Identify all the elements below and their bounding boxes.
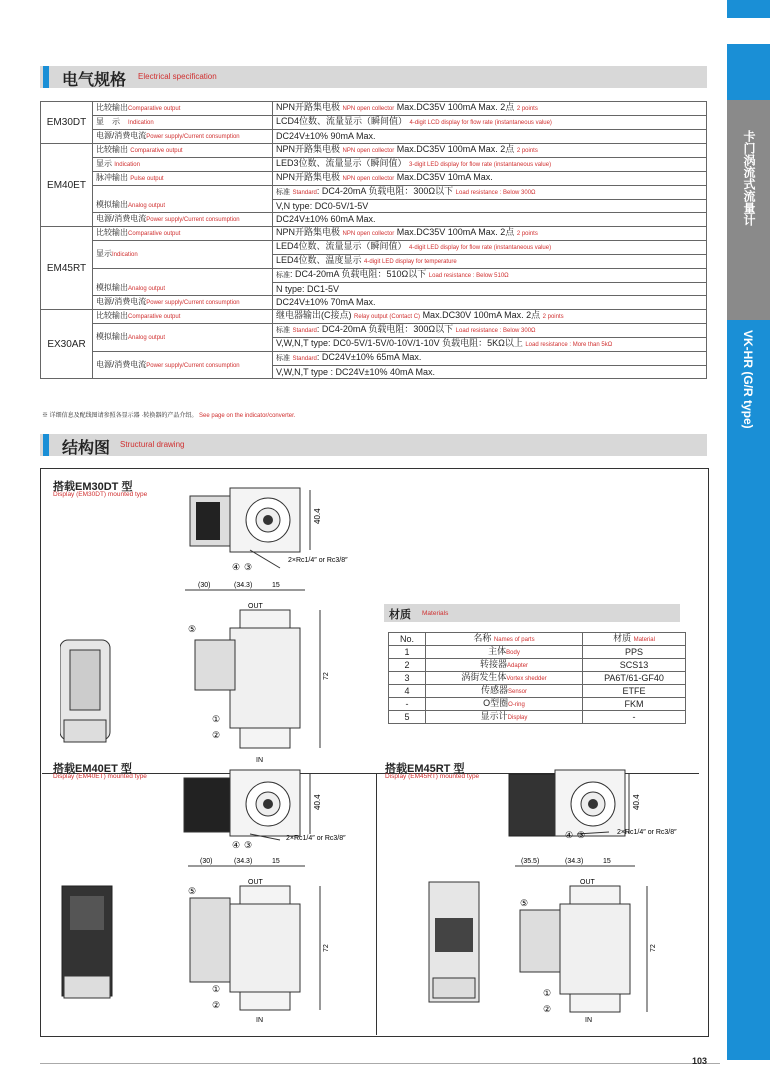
em45rt-side-view: [425, 856, 705, 1026]
table-row: EM30DT 比较输出Comparative output NPN开路集电极 NPN open collector Max.DC35V 100mA Max. 2点 2 points: [41, 102, 707, 116]
drawing-sub-em45rt: Display (EM45RT) mounted type: [385, 773, 480, 780]
svg-text:(30): (30): [198, 582, 211, 589]
svg-text:15: 15: [272, 858, 280, 865]
side-tab-category-label: 卡门涡流式流量计: [742, 130, 756, 226]
table-row: 模拟输出Analog output 标准: DC4-20mA 负载电阻：510Ω以下 Load resistance : Below 510Ω: [41, 269, 707, 283]
electrical-spec-table: [40, 101, 707, 379]
side-tab-product-label: VK-HR (G/R type): [741, 330, 755, 429]
table-row: 电源/消费电流Power supply/Current consumption DC24V±10% 90mA Max.: [41, 130, 707, 144]
table-row: V,W,N,T type : DC24V±10% 40mA Max.: [41, 366, 707, 379]
electrical-title-en: Electrical specification: [138, 72, 217, 81]
svg-text:2×Rc1/4″ or Rc3/8″: 2×Rc1/4″ or Rc3/8″: [617, 829, 677, 836]
table-row: EM40ET 比较输出 Comparative output NPN开路集电极 NPN open collector Max.DC35V 100mA Max. 2点 2 points: [41, 144, 707, 158]
table-row: 3 涡街发生体Vortex shedder PA6T/61-GF40: [389, 672, 686, 685]
svg-text:⑤: ⑤: [520, 898, 529, 908]
em40et-top-view: [180, 760, 380, 856]
table-row: 模拟输出Analog output 标准 Standard: DC4-20mA 负载电阻：300Ω以下 Load resistance : Below 300Ω: [41, 324, 707, 338]
table-row: LED4位数、温度显示 4-digit LED display for temperature: [41, 255, 707, 269]
svg-text:①: ①: [212, 984, 221, 994]
em30dt-side-view: [60, 580, 360, 770]
electrical-title: 电气规格: [62, 70, 127, 89]
svg-text:②: ②: [212, 730, 221, 740]
table-row: 电源/消费电流Power supply/Current consumption 标准 Standard: DC24V±10% 65mA Max.: [41, 352, 707, 366]
model-em30dt: EM30DT: [41, 102, 93, 144]
svg-text:①: ①: [212, 714, 221, 724]
top-tab-marker: [727, 0, 770, 18]
svg-text:72: 72: [323, 944, 330, 952]
table-row: - O型圈O-ring FKM: [389, 698, 686, 711]
svg-text:IN: IN: [585, 1017, 592, 1024]
svg-text:⑤: ⑤: [188, 624, 197, 634]
svg-text:40.4: 40.4: [632, 794, 641, 810]
svg-text:④: ④: [232, 840, 241, 850]
em40et-side-view: [60, 856, 360, 1026]
em30dt-top-view: [180, 476, 380, 576]
table-row: 1 主体Body PPS: [389, 646, 686, 659]
svg-text:72: 72: [323, 672, 330, 680]
structural-section-header: [40, 434, 707, 456]
structural-title: 结构图: [62, 438, 111, 457]
materials-head-row: No. 名称 Names of parts 材质 Material: [389, 633, 686, 646]
svg-text:15: 15: [603, 858, 611, 865]
drawing-sub-em40et: Display (EM40ET) mounted type: [53, 773, 147, 780]
structural-title-en: Structural drawing: [120, 440, 185, 449]
table-row: 脉冲输出 Pulse output NPN开路集电极 NPN open collector Max.DC35V 10mA Max.: [41, 172, 707, 186]
svg-text:④: ④: [232, 562, 241, 572]
svg-text:OUT: OUT: [248, 879, 263, 886]
svg-text:①: ①: [543, 988, 552, 998]
table-row: 电源/消费电流Power supply/Current consumption DC24V±10% 70mA Max.: [41, 296, 707, 310]
table-row: 显 示 Indication LCD4位数、流量显示（瞬间值） 4-digit LCD display for flow rate (instantaneous value): [41, 116, 707, 130]
svg-text:(30): (30): [200, 858, 213, 865]
svg-text:(35.5): (35.5): [521, 858, 540, 865]
svg-text:15: 15: [272, 582, 280, 589]
table-row: 电源/消费电流Power supply/Current consumption DC24V±10% 60mA Max.: [41, 213, 707, 227]
materials-table: [388, 632, 686, 724]
svg-text:(34.3): (34.3): [234, 858, 253, 865]
materials-header: 材质 Materials: [384, 604, 680, 622]
svg-text:③: ③: [244, 562, 253, 572]
em45rt-top-view: [505, 760, 705, 856]
svg-text:2×Rc1/4″ or Rc3/8″: 2×Rc1/4″ or Rc3/8″: [286, 835, 346, 842]
drawing-title-em45rt: 搭载EM45RT 型: [385, 763, 465, 775]
table-row: EX30AR 比较输出Comparative output 继电器输出(C接点) Relay output (Contact C) Max.DC30V 100mA Max. 2点 2 points: [41, 310, 707, 324]
table-row: 2 转接器Adapter SCS13: [389, 659, 686, 672]
svg-text:②: ②: [212, 1000, 221, 1010]
side-tab-category[interactable]: [727, 100, 770, 320]
svg-text:2×Rc1/4″ or Rc3/8″: 2×Rc1/4″ or Rc3/8″: [288, 557, 348, 564]
svg-text:(34.3): (34.3): [565, 858, 584, 865]
svg-text:40.4: 40.4: [313, 794, 322, 810]
model-em45rt: EM45RT: [41, 227, 93, 310]
page-number: 103: [692, 1056, 708, 1066]
table-row: 模拟输出Analog output 标准 Standard: DC4-20mA 负载电阻：300Ω以下 Load resistance : Below 300Ω: [41, 186, 707, 200]
svg-text:OUT: OUT: [580, 879, 595, 886]
table-row: 5 显示计Display -: [389, 711, 686, 724]
table-row: EM45RT 比较输出Comparative output NPN开路集电极 NPN open collector Max.DC35V 100mA Max. 2点 2 points: [41, 227, 707, 241]
svg-text:③: ③: [244, 840, 253, 850]
drawing-sub-em30dt: Display (EM30DT) mounted type: [53, 491, 148, 498]
svg-text:③: ③: [577, 830, 586, 840]
drawing-title-em40et: 搭载EM40ET 型: [53, 763, 132, 775]
model-ex30ar: EX30AR: [41, 310, 93, 379]
table-row: 显示 Indication LED3位数、流量显示（瞬间值） 3-digit LED display for flow rate (instantaneous value): [41, 158, 707, 172]
spec-note: ※ 详细信息及配线图请参照各显示器 ·转换器的产品介绍。 See page on the indicator/converter.: [42, 413, 296, 419]
table-row: 4 传感器Sensor ETFE: [389, 685, 686, 698]
svg-text:④: ④: [565, 830, 574, 840]
table-row: V,W,N,T type: DC0-5V/1-5V/0-10V/1-10V 负载电阻：5KΩ以上 Load resistance : More than 5kΩ: [41, 338, 707, 352]
model-em40et: EM40ET: [41, 144, 93, 227]
svg-text:⑤: ⑤: [188, 886, 197, 896]
svg-text:(34.3): (34.3): [234, 582, 253, 589]
electrical-section-header: [40, 66, 707, 88]
table-row: 显示Indication LED4位数、流量显示（瞬间值） 4-digit LED display for flow rate (instantaneous value): [41, 241, 707, 255]
svg-text:40.4: 40.4: [313, 508, 322, 524]
drawing-title-em30dt: 搭载EM30DT 型: [53, 481, 133, 493]
svg-text:IN: IN: [256, 757, 263, 764]
svg-text:IN: IN: [256, 1017, 263, 1024]
svg-text:OUT: OUT: [248, 603, 263, 610]
table-row: N type: DC1-5V: [41, 283, 707, 296]
svg-text:72: 72: [650, 944, 657, 952]
table-row: V,N type: DC0-5V/1-5V: [41, 200, 707, 213]
svg-text:②: ②: [543, 1004, 552, 1014]
